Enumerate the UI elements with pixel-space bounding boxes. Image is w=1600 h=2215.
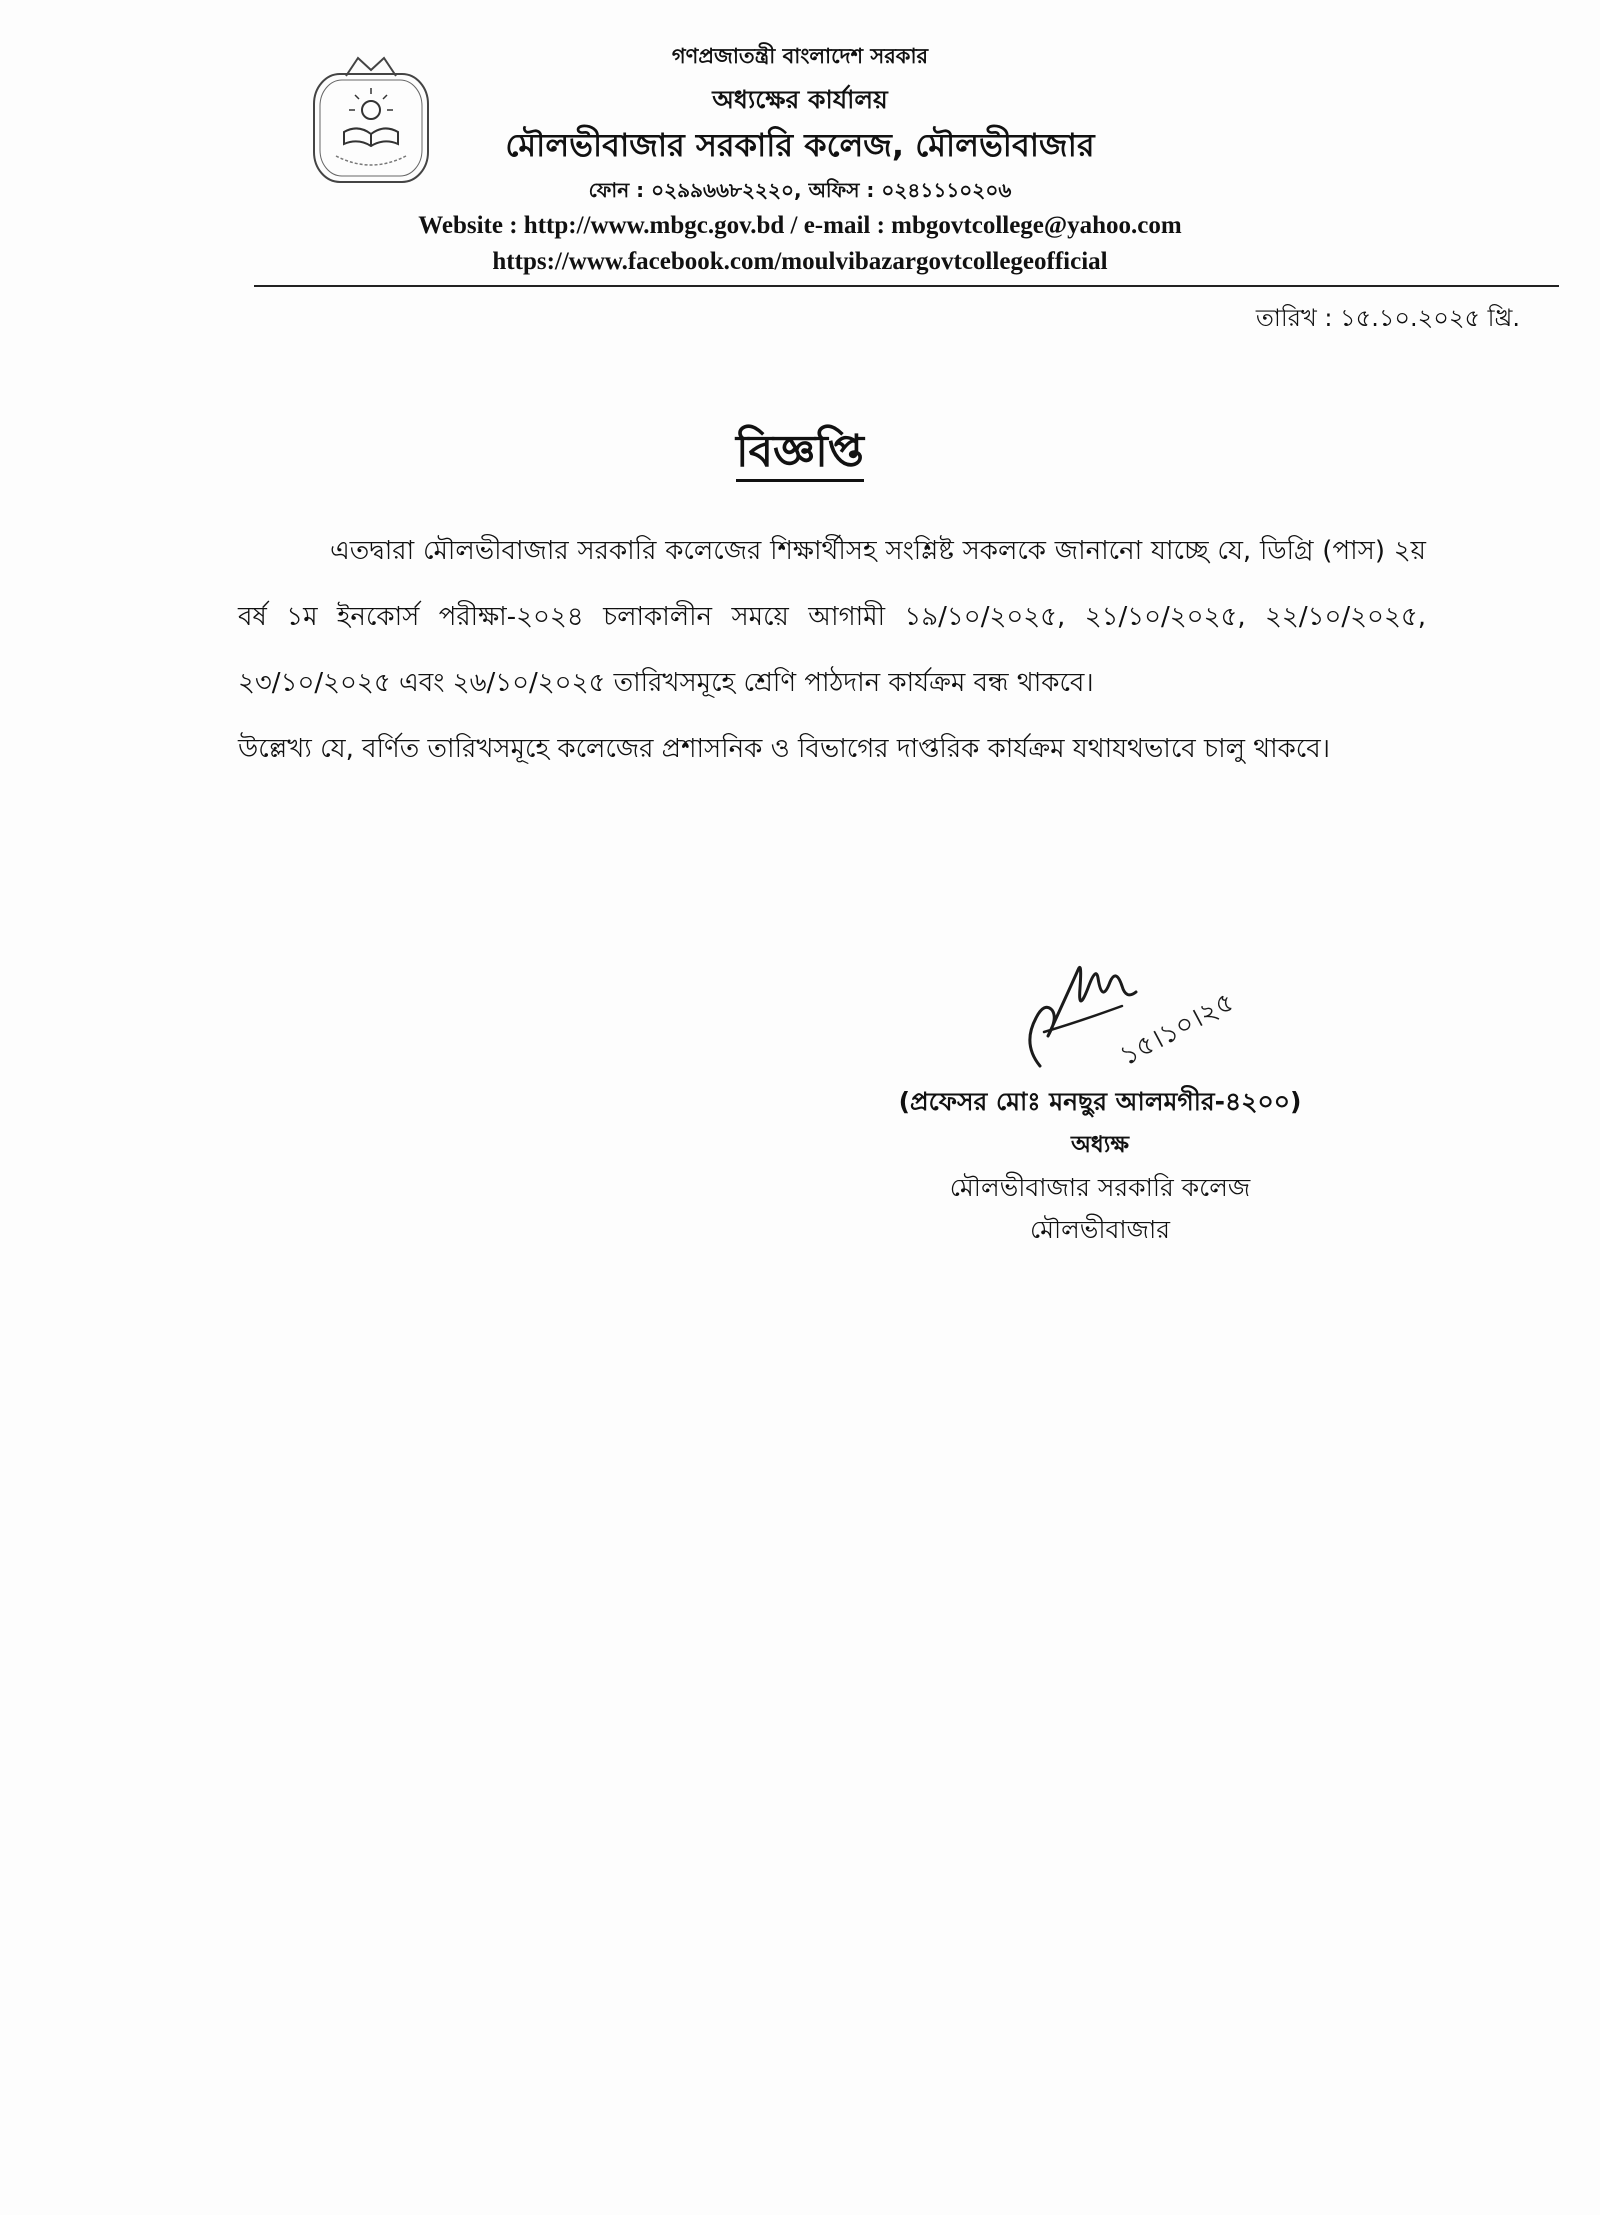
government-name: গণপ্রজাতন্ত্রী বাংলাদেশ সরকার — [671, 44, 929, 68]
notice-title-text: বিজ্ঞপ্তি — [736, 426, 864, 482]
signer-designation: অধ্যক্ষ — [1070, 1132, 1130, 1158]
signature-date: ১৫।১০।২৫ — [1114, 986, 1240, 1073]
signer-place: মৌলভীবাজার — [1029, 1215, 1171, 1244]
college-name: মৌলভীবাজার সরকারি কলেজ, মৌলভীবাজার — [505, 126, 1095, 164]
notice-paragraph-1: এতদ্বারা মৌলভীবাজার সরকারি কলেজের শিক্ষার্থীসহ সংশ্লিষ্ট সকলকে জানানো যাচ্ছে যে, ডিগ্রি (পাস) ২য় বর্ষ ১ম ইনকোর্স পরীক্ষা-২০২৪ চলাকালীন সময়ে আগামী ১৯/১০/২০২৫, ২১/১০/২০২৫, ২২/১০/২০২৫, ২৩/১০/২০২৫ এবং ২৬/১০/২০২৫ তারিখসমূহে শ্রেণি পাঠদান কার্যক্রম বন্ধ থাকবে। — [238, 536, 1426, 698]
notice-body — [238, 518, 1426, 782]
website-email-line: Website : http://www.mbgc.gov.bd / e-mail : mbgovtcollege@yahoo.com — [418, 212, 1182, 239]
notice-paragraph-2: উল্লেখ্য যে, বর্ণিত তারিখসমূহে কলেজের প্রশাসনিক ও বিভাগের দাপ্তরিক কার্যক্রম যথাযথভাবে চালু থাকবে। — [238, 734, 1331, 764]
office-name: অধ্যক্ষের কার্যালয় — [712, 85, 888, 114]
facebook-line: https://www.facebook.com/moulvibazargovtcollegeofficial — [492, 248, 1108, 275]
signer-college: মৌলভীবাজার সরকারি কলেজ — [949, 1173, 1251, 1202]
phone-line: ফোন : ০২৯৯৬৬৮২২২০, অফিস : ০২৪১১১০২০৬ — [588, 178, 1012, 202]
notice-title — [0, 418, 1600, 491]
header-divider — [254, 285, 1559, 287]
signer-name: (প্রফেসর মোঃ মনছুর আলমগীর-৪২০০) — [898, 1087, 1302, 1116]
handwritten-signature — [1018, 948, 1248, 1080]
notice-date: তারিখ : ১৫.১০.২০২৫ খ্রি. — [1255, 304, 1520, 332]
